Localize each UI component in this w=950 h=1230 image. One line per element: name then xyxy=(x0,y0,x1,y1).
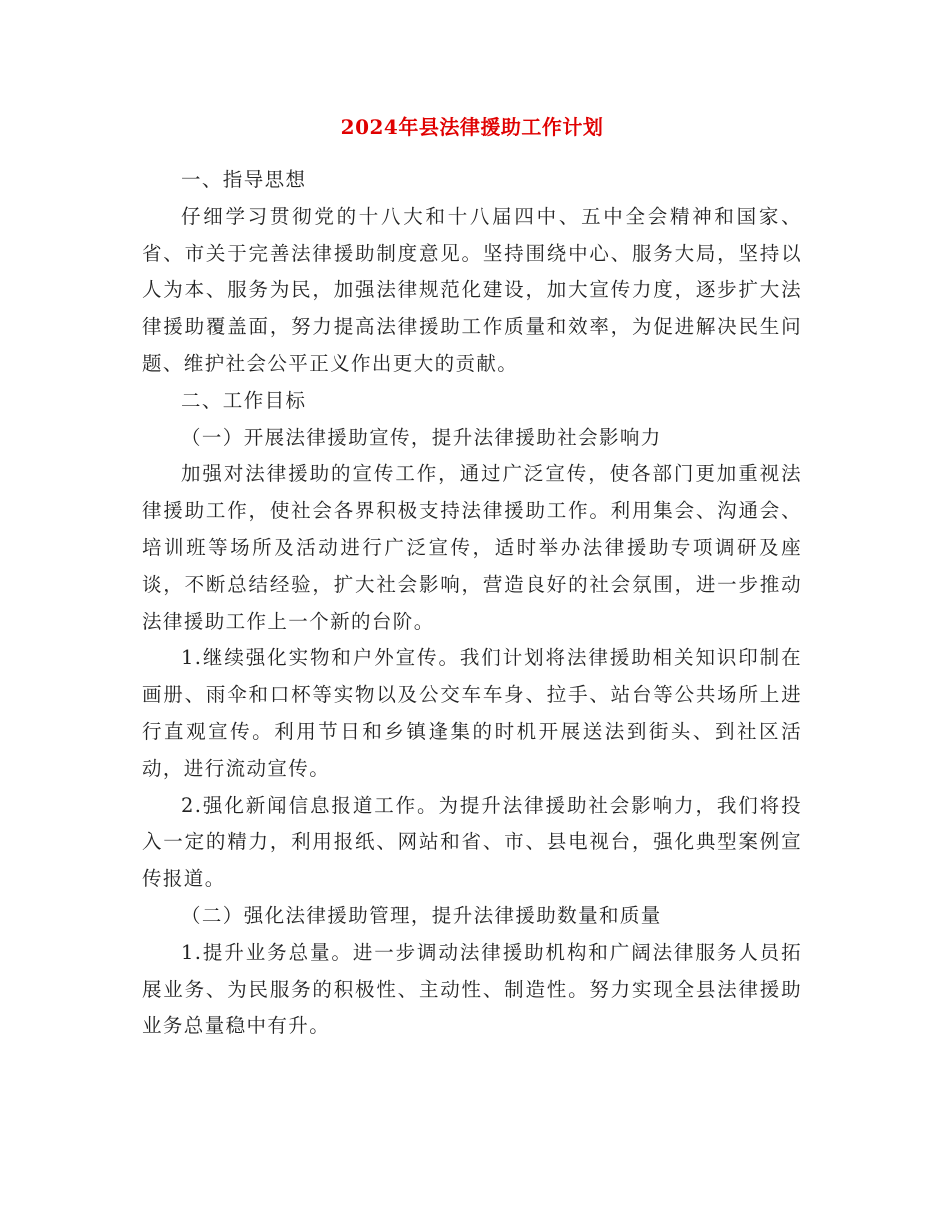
subsection-heading-publicity: （一）开展法律援助宣传，提升法律援助社会影响力 xyxy=(181,425,662,449)
section-heading-work-goals: 二、工作目标 xyxy=(181,388,307,412)
list-item-business-volume: 1.提升业务总量。进一步调动法律援助机构和广阔法律服务人员拓展业务、为民服务的积极性、主动性、制造性。努力实现全县法律援助业务总量稳中有升。 xyxy=(142,940,802,1038)
section-heading-guiding-ideology: 一、指导思想 xyxy=(181,168,307,191)
paragraph-publicity: 加强对法律援助的宣传工作，通过广泛宣传，使各部门更加重视法律援助工作，使社会各界积极支持法律援助工作。利用集会、沟通会、培训班等场所及活动进行广泛宣传，适时举办法律援助专项调研及座谈，不断总结经验，扩大社会影响，营造良好的社会氛围，进一步推动法律援助工作上一个新的台阶。 xyxy=(142,462,802,633)
paragraph-guiding-ideology: 仔细学习贯彻党的十八大和十八届四中、五中全会精神和国家、省、市关于完善法律援助制度意见。坚持围绕中心、服务大局，坚持以人为本、服务为民，加强法律规范化建设，加大宣传力度，逐步扩大法律援助覆盖面，努力提高法律援助工作质量和效率，为促进解决民生问题、维护社会公平正义作出更大的贡献。 xyxy=(142,204,802,375)
document-body xyxy=(142,112,802,1045)
list-item-news-reporting: 2.强化新闻信息报道工作。为提升法律援助社会影响力，我们将投入一定的精力，利用报纸、网站和省、市、县电视台，强化典型案例宣传报道。 xyxy=(142,793,802,891)
subsection-heading-management: （二）强化法律援助管理，提升法律援助数量和质量 xyxy=(181,903,662,927)
document-title: 2024年县法律援助工作计划 xyxy=(340,115,604,139)
list-item-physical-outdoor-publicity: 1.继续强化实物和户外宣传。我们计划将法律援助相关知识印制在画册、雨伞和口杯等实物以及公交车车身、拉手、站台等公共场所上进行直观宣传。利用节日和乡镇逢集的时机开展送法到街头、到社区活动，进行流动宣传。 xyxy=(142,646,802,780)
